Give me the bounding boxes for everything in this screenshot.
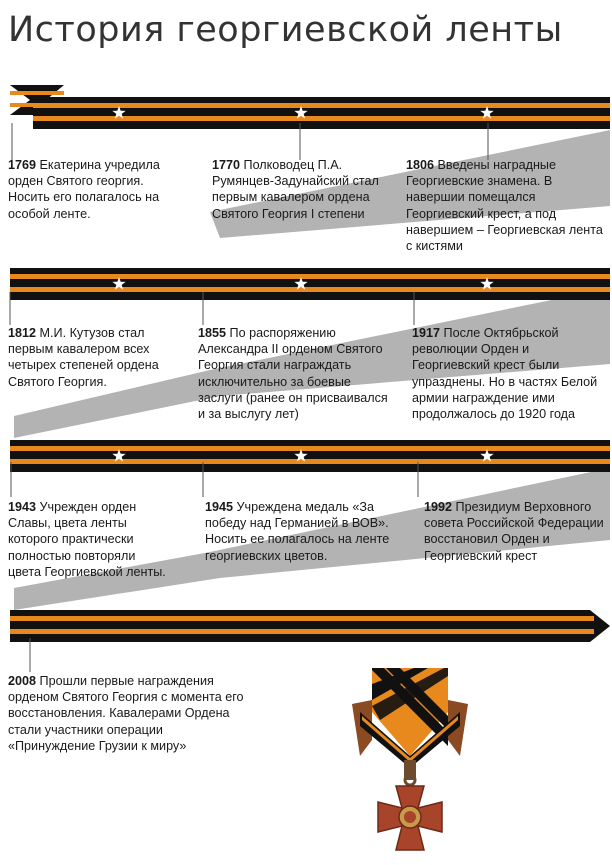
event-text: Полководец П.А. Румянцев-Задунайский стал первым кавалером ордена Святого Георгия I степени [212,158,379,221]
event-text: Учреждена медаль «За победу над Германией в ВОВ». Носить ее полагалось на ленте георгиевских цветов. [205,500,390,563]
event-year: 1855 [198,326,227,340]
event-text: Учрежден орден Славы, цвета ленты которого практически полностью повторяли цвета Георгиевской ленты. [8,500,166,579]
event-text: М.И. Кутузов стал первым кавалером всех четырех степеней ордена Святого Георгия. [8,326,159,389]
event-year: 1812 [8,326,37,340]
event-year: 1770 [212,158,241,172]
event-text: Введены наградные Георгиевские знамена. В навершии помещался Георгиевский крест, а под навершием – Георгиевская лента с кистями [406,158,603,254]
event-year: 1992 [424,500,453,514]
event-text: После Октябрьской революции Орден и Георгиевский крест были упразднены. Но в частях Белой армии награждение ими продолжалось до 1920 года [412,326,598,422]
event-year: 1943 [8,500,37,514]
page-title: История георгиевской ленты [8,10,563,50]
event-text: Президиум Верховного совета Российской Федерации восстановил Орден и Георгиевский крест [424,500,604,563]
medal-cross [378,786,442,850]
event-year: 1945 [205,500,234,514]
medal-ribbon [352,668,468,785]
event-year: 1806 [406,158,435,172]
event-year: 2008 [8,674,37,688]
event-text: Екатерина учредила орден Святого георгия. Носить его полагалось на особой ленте. [8,158,160,221]
event-year: 1769 [8,158,37,172]
event-year: 1917 [412,326,441,340]
event-text: По распоряжению Александра II орденом Святого Георгия стали награждать исключительно за боевые заслуги (ранее он присваивался и за выслугу лет) [198,326,388,422]
event-text: Прошли первые награждения орденом Святого Георгия с момента его восстановления. Кавалерами Ордена стали участники операции «Принуждение Грузии к миру» [8,674,244,753]
